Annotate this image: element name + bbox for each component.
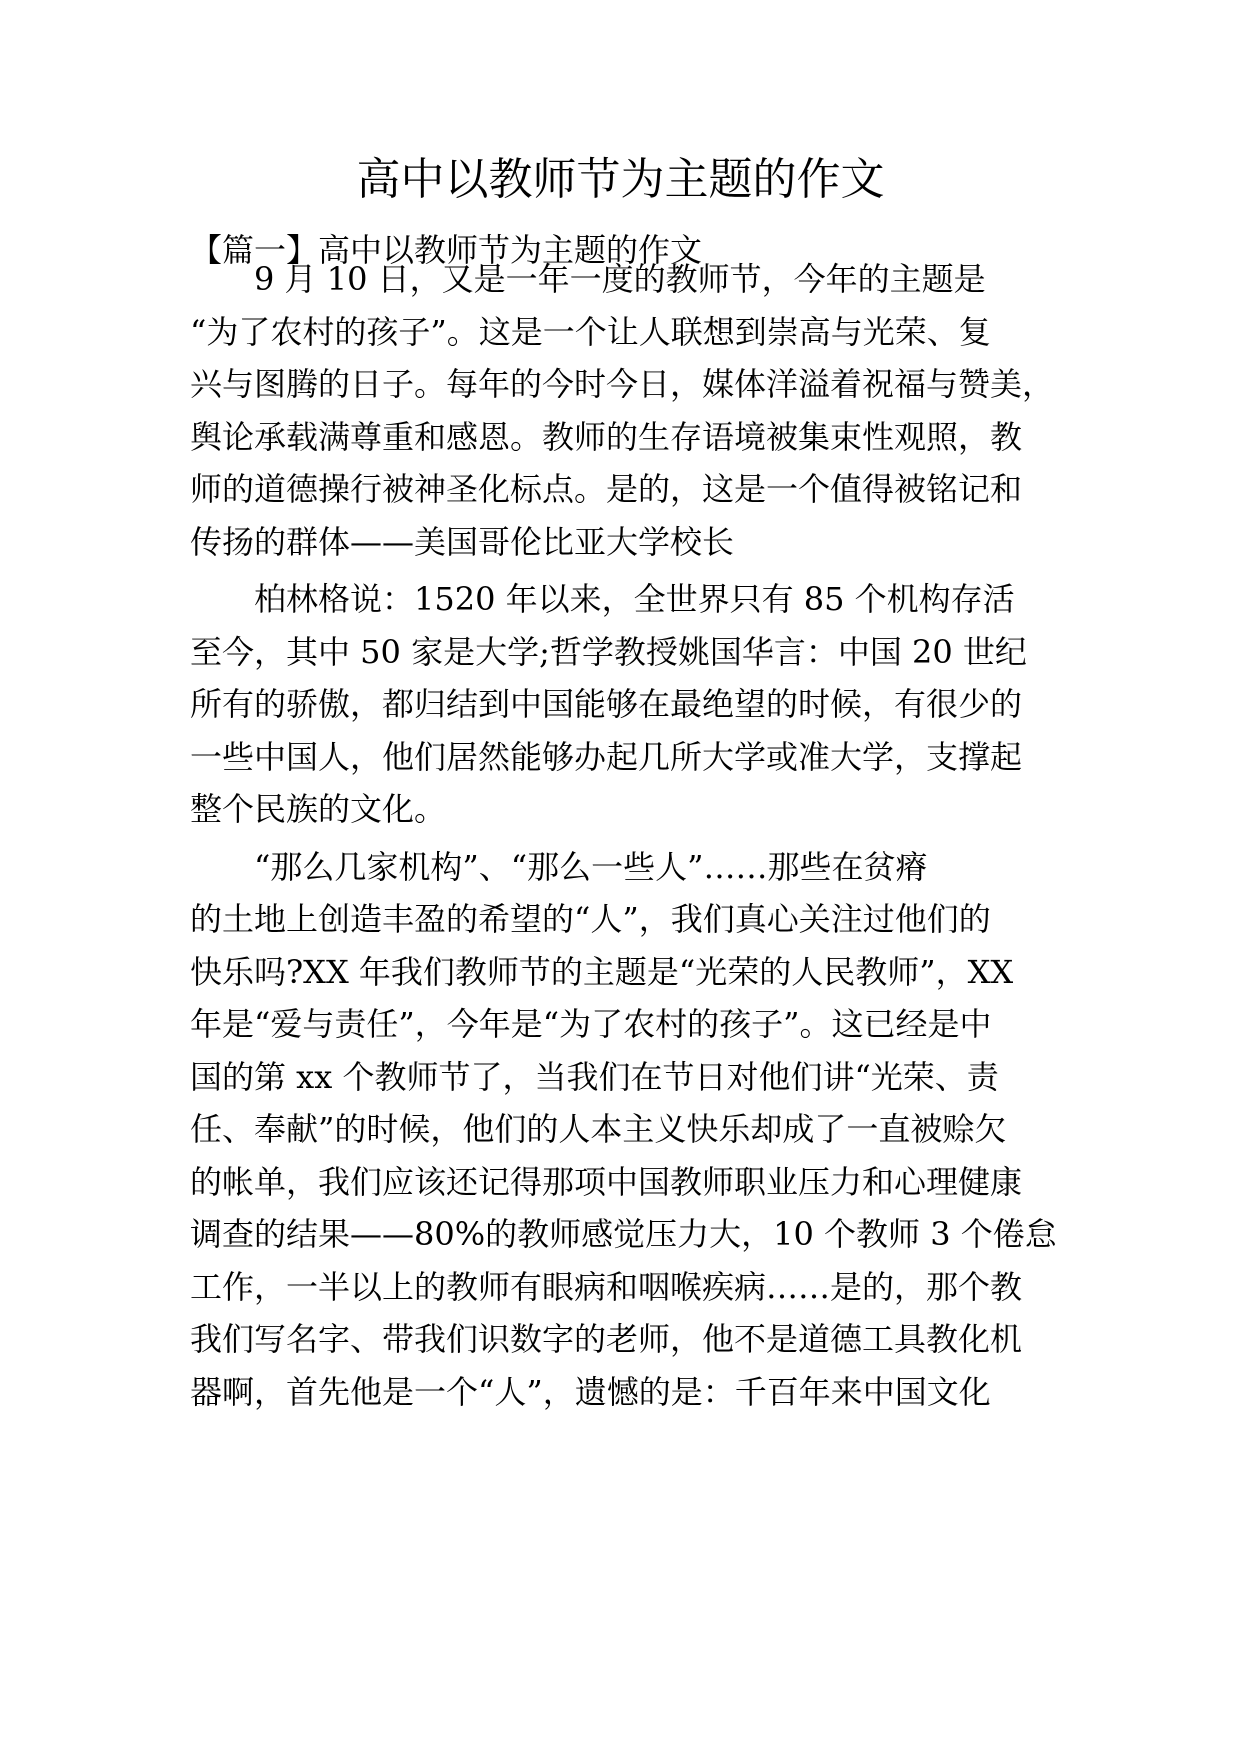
section-heading: 【篇一】高中以教师节为主题的作文	[190, 231, 703, 269]
body-line: 器啊，首先他是一个“人”，遗憾的是：千百年来中国文化	[190, 1373, 991, 1411]
body-line: “那么几家机构”、“那么一些人”……那些在贫瘠	[190, 848, 928, 886]
body-line: 所有的骄傲，都归结到中国能够在最绝望的时候，有很少的	[190, 685, 1023, 723]
document-title: 高中以教师节为主题的作文	[356, 154, 885, 205]
body-line: 调查的结果——80%的教师感觉压力大，10 个教师 3 个倦怠	[190, 1215, 1057, 1253]
body-line: 工作，一半以上的教师有眼病和咽喉疾病……是的，那个教	[190, 1268, 1023, 1306]
body-line: 师的道德操行被神圣化标点。是的，这是一个值得被铭记和	[190, 470, 1023, 508]
body-line: 至今，其中 50 家是大学;哲学教授姚国华言：中国 20 世纪	[190, 633, 1027, 671]
body-line: 快乐吗?XX 年我们教师节的主题是“光荣的人民教师”，XX	[190, 953, 1014, 991]
body-line: 国的第 xx 个教师节了，当我们在节日对他们讲“光荣、责	[190, 1058, 999, 1096]
body-line: 的土地上创造丰盈的希望的“人”，我们真心关注过他们的	[190, 900, 991, 938]
body-line: 任、奉献”的时候，他们的人本主义快乐却成了一直被赊欠	[190, 1110, 1007, 1148]
body-line: 我们写名字、带我们识数字的老师，他不是道德工具教化机	[190, 1320, 1023, 1358]
body-line: 9 月 10 日，又是一年一度的教师节，今年的主题是	[190, 260, 986, 298]
body-line: 的帐单，我们应该还记得那项中国教师职业压力和心理健康	[190, 1163, 1023, 1201]
body-line: “为了农村的孩子”。这是一个让人联想到崇高与光荣、复	[190, 313, 991, 351]
body-line: 舆论承载满尊重和感恩。教师的生存语境被集束性观照，教	[190, 418, 1023, 456]
body-line: 兴与图腾的日子。每年的今时今日，媒体洋溢着祝福与赞美，	[190, 365, 1055, 403]
body-line: 传扬的群体——美国哥伦比亚大学校长	[190, 523, 735, 561]
body-line: 年是“爱与责任”，今年是“为了农村的孩子”。这已经是中	[190, 1005, 992, 1043]
body-line: 一些中国人，他们居然能够办起几所大学或准大学，支撑起	[190, 738, 1023, 776]
body-line: 柏林格说：1520 年以来，全世界只有 85 个机构存活	[190, 580, 1015, 618]
body-line: 整个民族的文化。	[190, 790, 447, 828]
